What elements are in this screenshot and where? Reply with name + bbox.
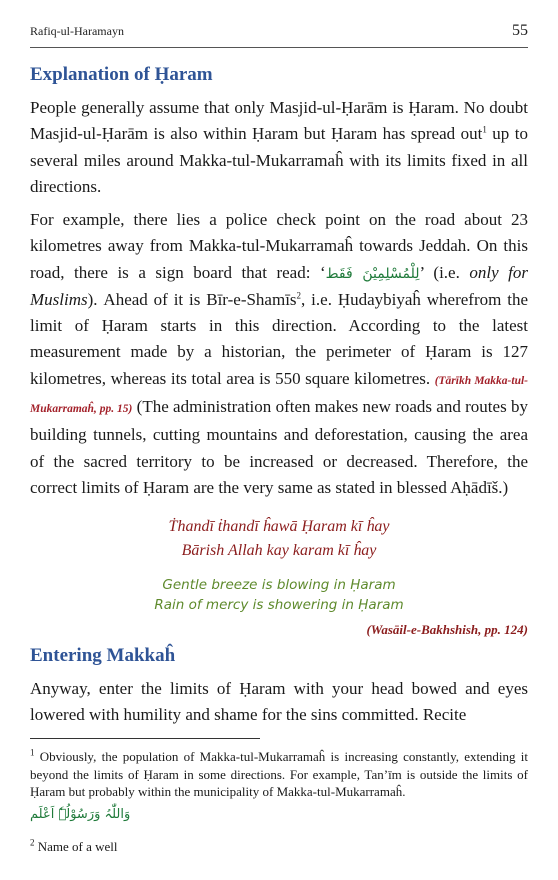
- text-run: For example, there lies a police check point on the road about 23 kilometres away from Makka-tul-Mukarramaĥ towards Jeddah. On this road, there is a sign board that read: ‘: [30, 210, 528, 282]
- paragraph-intro: [30, 95, 528, 200]
- footnote-2: [30, 838, 528, 856]
- verse-line: Ṫhandī ṫhandī ĥawā Ḥaram kī ĥay: [168, 518, 390, 535]
- text-run: , i.e. Ḥudaybiyaĥ wherefrom the limit of Ḥaram starts in this direction. According to the latest measurement made by a historian, the perimeter of Ḥaram is 127 kilometres, whereas its total area is 550 square kilometres.: [30, 289, 528, 388]
- page-number: 55: [512, 22, 528, 39]
- paragraph-entering: Anyway, enter the limits of Ḥaram with your head bowed and eyes lowered with humility and shame for the sins committed. Recite: [30, 679, 528, 725]
- verse-line: Bārish Allah kay karam kī ĥay: [181, 542, 377, 559]
- text-run: ’ (i.e.: [419, 262, 470, 282]
- footnote-text: Obviously, the population of Makka-tul-Mukarramaĥ is increasing constantly, extending it beyond the limits of Ḥaram in some directions. For example, Tan’īm is outside the limits of Ḥaram but probably within the municipality of Makka-tul-Mukarramaĥ.: [30, 749, 528, 799]
- urdu-verse: [30, 515, 528, 563]
- source-citation: (Tārīkh Makka-tul-Mukarramaĥ, pp. 15): [30, 374, 528, 416]
- translation-line: Rain of mercy is showering in Ḥaram: [154, 597, 404, 613]
- verse-translation: [30, 575, 528, 615]
- text-run: People generally assume that only Masjid-ul-Ḥarām is Ḥaram. No doubt Masjid-ul-Ḥarām is also within Ḥaram but Ḥaram has spread out: [30, 98, 528, 144]
- arabic-sign-text: لِلْمُسْلِمِیْنَ فَقَط: [325, 265, 420, 282]
- section-heading-haram: Explanation of Ḥaram: [30, 64, 213, 85]
- text-run: (The administration often makes new roads and routes by building tunnels, cutting mountains and deforestation, causing the area of the sacred territory to be increased or decreased. Therefore, the correct limits of Ḥaram are the very same as stated in blessed Aḥādīš.): [30, 397, 528, 497]
- translation-line: Gentle breeze is blowing in Ḥaram: [162, 577, 396, 593]
- paragraph-example: [30, 207, 528, 501]
- footnote-ref-2[interactable]: 2: [296, 290, 302, 301]
- section-heading-makkah: Entering Makkaĥ: [30, 645, 176, 666]
- italic-text: only for Muslims: [30, 262, 528, 309]
- footnote-ref-1[interactable]: 1: [482, 124, 487, 135]
- footnote-arabic-phrase: وَاللّٰہُ وَرَسُوْلُہٗ اَعْلَم: [30, 807, 131, 822]
- footnote-divider: [30, 738, 260, 739]
- running-title: Rafiq-ul-Haramayn: [30, 24, 124, 38]
- footnote-1: [30, 748, 528, 801]
- text-run: up to several miles around Makka-tul-Mukarramaĥ with its limits fixed in all directions.: [30, 124, 528, 196]
- text-run: ). Ahead of it is Bīr-e-Shamīs: [87, 289, 297, 309]
- footnote-number: 2: [30, 837, 35, 848]
- page-header: [30, 22, 528, 48]
- verse-source: (Wasāil-e-Bakhshish, pp. 124): [366, 622, 528, 637]
- footnote-text: Name of a well: [34, 839, 118, 854]
- footnote-number: 1: [30, 747, 35, 758]
